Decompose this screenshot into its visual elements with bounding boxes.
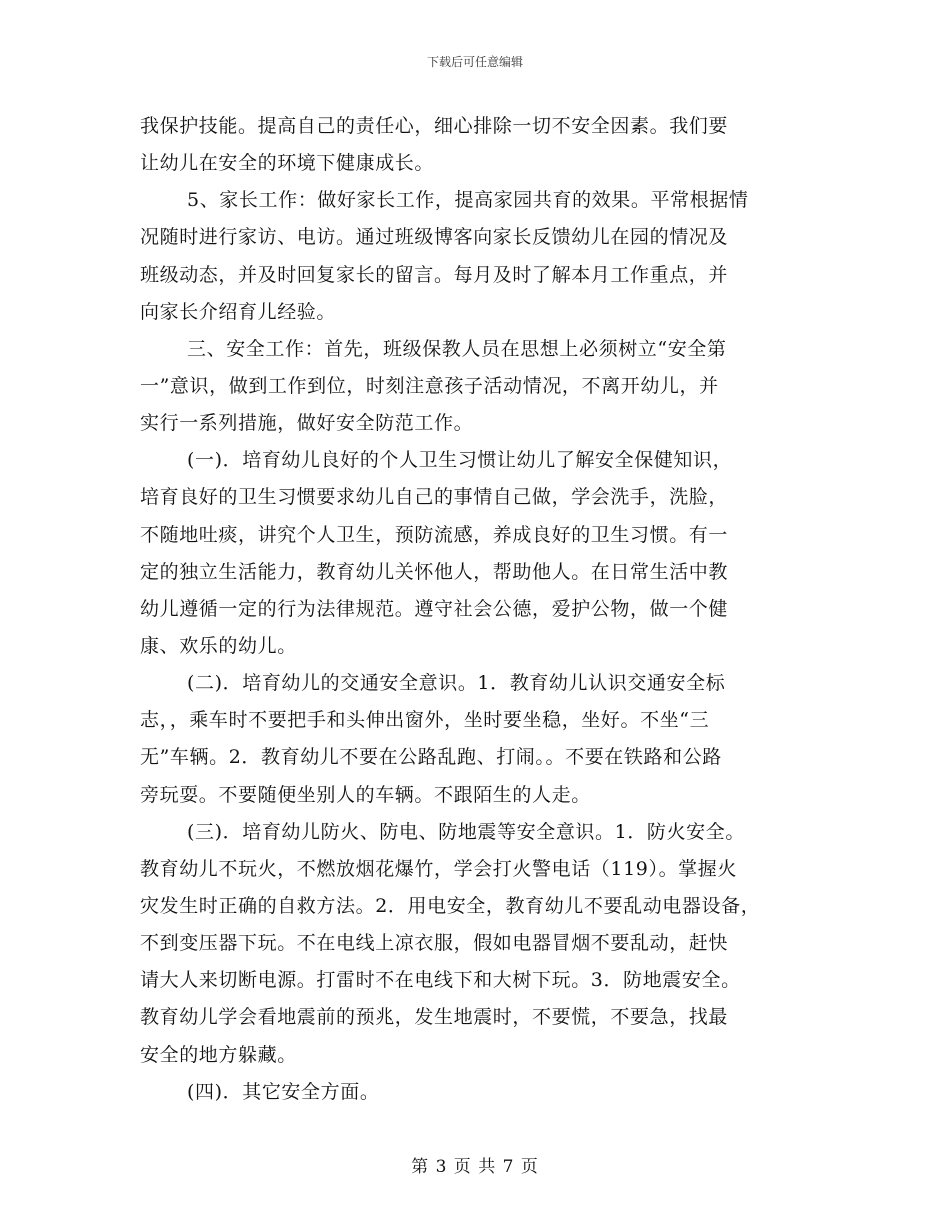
text-line: 班级动态，并及时回复家长的留言。每月及时了解本月工作重点，并 (140, 263, 729, 286)
text-line: (一)．培育幼儿良好的个人卫生习惯让幼儿了解安全保健知识， (187, 449, 733, 472)
text-line: 请大人来切断电源。打雷时不在电线下和大树下玩。3．防地震安全。 (140, 969, 741, 992)
text-line: (三)．培育幼儿防火、防电、防地震等安全意识。1．防火安全。 (187, 820, 745, 843)
text-line: 况随时进行家访、电访。通过班级博客向家长反馈幼儿在园的情况及 (140, 226, 729, 249)
text-line: 不到变压器下玩。不在电线上凉衣服，假如电器冒烟不要乱动，赶快 (140, 932, 729, 955)
page-footer: 第 3 页 共 7 页 (411, 1157, 539, 1177)
text-line: 实行一系列措施，做好安全防范工作。 (140, 412, 474, 435)
text-line: 无”车辆。2．教育幼儿不要在公路乱跑、打闹。。不要在铁路和公路 (140, 746, 722, 769)
text-line: 安全的地方躲藏。 (140, 1043, 297, 1066)
text-line: (四)．其它安全方面。 (187, 1080, 380, 1103)
text-line: 三、安全工作：首先，班级保教人员在思想上必须树立“安全第 (187, 337, 727, 360)
text-line: 向家长介绍育儿经验。 (140, 300, 337, 323)
text-line: 康、欢乐的幼儿。 (140, 634, 297, 657)
text-line: 我保护技能。提高自己的责任心，细心排除一切不安全因素。我们要 (140, 115, 729, 137)
text-line: 培育良好的卫生习惯要求幼儿自己的事情自己做，学会洗手，洗脸， (140, 486, 729, 509)
text-line: 志，，乘车时不要把手和头伸出窗外，坐时要坐稳，坐好。不坐“三 (140, 709, 710, 732)
text-line: 灾发生时正确的自救方法。2．用电安全，教育幼儿不要乱动电器设备， (140, 894, 761, 917)
text-line: 教育幼儿不玩火，不燃放烟花爆竹，学会打火警电话（119）。掌握火 (140, 857, 737, 880)
page-header: 下载后可任意编辑 (426, 55, 523, 69)
text-line: (二)．培育幼儿的交通安全意识。1．教育幼儿认识交通安全标 (187, 672, 726, 695)
text-line: 一”意识，做到工作到位，时刻注意孩子活动情况，不离开幼儿，并 (140, 374, 719, 397)
text-line: 幼儿遵循一定的行为法律规范。遵守社会公德，爱护公物，做一个健 (140, 597, 729, 620)
text-line: 旁玩耍。不要随便坐别人的车辆。不跟陌生的人走。 (140, 783, 591, 806)
text-line: 定的独立生活能力，教育幼儿关怀他人，帮助他人。在日常生活中教 (140, 560, 729, 583)
text-line: 不随地吐痰，讲究个人卫生，预防流感，养成良好的卫生习惯。有一 (140, 523, 729, 546)
text-line: 教育幼儿学会看地震前的预兆，发生地震时，不要慌，不要急，找最 (140, 1006, 729, 1029)
text-line: 让幼儿在安全的环境下健康成长。 (140, 152, 435, 175)
document-body (140, 108, 812, 1111)
text-line: 5、家长工作：做好家长工作，提高家园共育的效果。平常根据情 (187, 189, 749, 212)
